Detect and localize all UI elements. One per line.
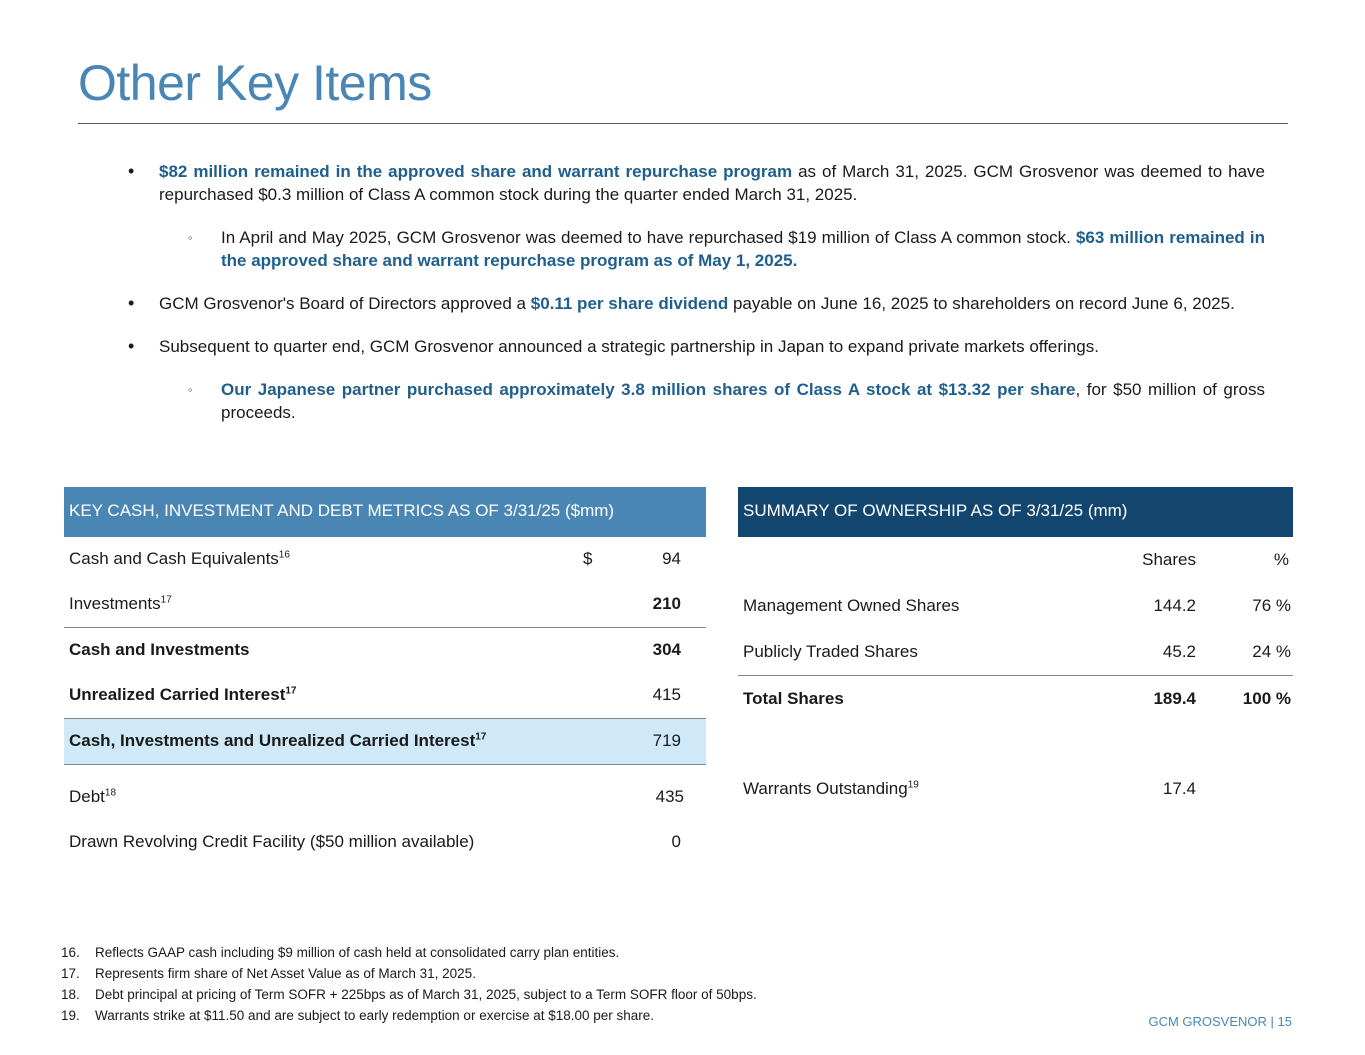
column-headers: [738, 537, 1293, 583]
table-row: [64, 627, 706, 673]
footnote: 18. Debt principal at pricing of Term SOFR + 225bps as of March 31, 2025, subject to a Term SOFR floor of 50bps.: [61, 987, 757, 1002]
table-row-warrants: [738, 766, 1293, 812]
row-label: Warrants Outstanding$^{19}$: [743, 779, 919, 798]
row-shares: 144.2: [1153, 596, 1196, 615]
footnote: 16. Reflects GAAP cash including $9 million of cash held at consolidated carry plan entities.: [61, 945, 620, 960]
row-value: 304: [652, 640, 681, 659]
footnote: 19. Warrants strike at $11.50 and are subject to early redemption or exercise at $18.00 per share.: [61, 1008, 655, 1023]
ownership-table-header: SUMMARY OF OWNERSHIP AS OF 3/31/25 (mm): [738, 487, 1293, 537]
row-value: 415: [652, 685, 681, 704]
table-row-highlighted: [64, 718, 706, 765]
sub-bullet-text: In April and May 2025, GCM Grosvenor was deemed to have repurchased $19 million of Class A common stock.: [221, 228, 1076, 247]
page-footer: GCM GROSVENOR | 15: [1148, 1014, 1292, 1029]
currency-symbol: $: [583, 549, 593, 568]
row-value: 0: [671, 832, 681, 851]
row-label: Drawn Revolving Credit Facility ($50 million available): [69, 832, 475, 851]
row-shares: 45.2: [1162, 642, 1196, 661]
row-label: Debt$^{18}$: [69, 787, 117, 806]
table-row: [64, 820, 706, 865]
row-label: Cash, Investments and Unrealized Carried Interest$^{17}$: [69, 731, 487, 750]
table-row: [64, 673, 706, 718]
page-number: 15: [1277, 1014, 1292, 1029]
row-value: 435: [655, 787, 684, 806]
row-shares: 189.4: [1153, 689, 1196, 708]
row-pct: 24 %: [1252, 642, 1291, 661]
row-pct: 100 %: [1242, 689, 1291, 708]
bullet-dot-icon: •: [128, 161, 135, 181]
row-value: 719: [652, 731, 681, 750]
footnotes: [61, 942, 757, 1026]
row-label: Management Owned Shares: [743, 596, 960, 615]
spacer: [64, 765, 706, 775]
row-value: 94: [662, 549, 681, 568]
bullet-dot-icon: •: [128, 336, 135, 356]
bullet-text: as of March 31, 2025. GCM Grosvenor was deemed to have repurchased $0.3 million of Class A common stock during the quarter ended March 31, 2025.: [159, 162, 1265, 204]
bullet-japan-partnership: [130, 335, 1265, 358]
metrics-table: [64, 487, 706, 865]
footer-brand: GCM GROSVENOR: [1148, 1014, 1267, 1029]
table-row: [64, 537, 706, 582]
table-row: [64, 582, 706, 627]
title-divider: [78, 123, 1288, 124]
table-row: [64, 775, 706, 820]
row-label: Total Shares: [743, 689, 844, 708]
bullet-highlight: $0.11 per share dividend: [530, 294, 729, 313]
row-label: Investments$^{17}$: [69, 594, 172, 613]
footnote: 17. Represents firm share of Net Asset Value as of March 31, 2025.: [61, 966, 476, 981]
bullet-list: [130, 160, 1265, 444]
bullet-text: Subsequent to quarter end, GCM Grosvenor announced a strategic partnership in Japan to expand private markets offerings.: [159, 337, 1099, 356]
sub-bullet-text: , for $50 million of gross proceeds.: [221, 380, 1265, 422]
metrics-table-header: KEY CASH, INVESTMENT AND DEBT METRICS AS OF 3/31/25 ($mm): [64, 487, 706, 537]
sub-bullet-highlight: Our Japanese partner purchased approximately 3.8 million shares of Class A stock at $13.32 per share: [221, 380, 1076, 399]
bullet-dot-icon: •: [128, 293, 135, 313]
row-value: 210: [652, 594, 681, 613]
sub-bullet-highlight: $63 million remained in the approved share and warrant repurchase program as of May 1, 2025.: [221, 228, 1265, 270]
sub-bullet-japan-purchase: [130, 378, 1265, 424]
ownership-table: [738, 487, 1293, 812]
row-pct: 76 %: [1252, 596, 1291, 615]
row-label: Cash and Investments: [69, 640, 250, 659]
spacer: [738, 722, 1293, 766]
col-header-shares: Shares: [1142, 550, 1196, 569]
row-label: Unrealized Carried Interest$^{17}$: [69, 685, 297, 704]
page-title: Other Key Items: [78, 55, 432, 111]
col-header-pct: %: [1273, 550, 1289, 569]
bullet-text: payable on June 16, 2025 to shareholders on record June 6, 2025.: [728, 294, 1235, 313]
sub-bullet-repurchase-may: [130, 226, 1265, 272]
row-label: Cash and Cash Equivalents$^{16}$: [69, 549, 290, 568]
bullet-dividend: [130, 292, 1265, 315]
bullet-highlight: $82 million remained in the approved share and warrant repurchase program: [159, 162, 793, 181]
table-row-total: [738, 675, 1293, 722]
bullet-text: GCM Grosvenor's Board of Directors approved a: [159, 294, 531, 313]
table-row: [738, 583, 1293, 629]
sub-bullet-dot-icon: ◦: [188, 382, 193, 397]
row-shares: 17.4: [1162, 779, 1196, 798]
bullet-repurchase: [130, 160, 1265, 206]
sub-bullet-dot-icon: ◦: [188, 230, 193, 245]
row-label: Publicly Traded Shares: [743, 642, 918, 661]
table-row: [738, 629, 1293, 675]
